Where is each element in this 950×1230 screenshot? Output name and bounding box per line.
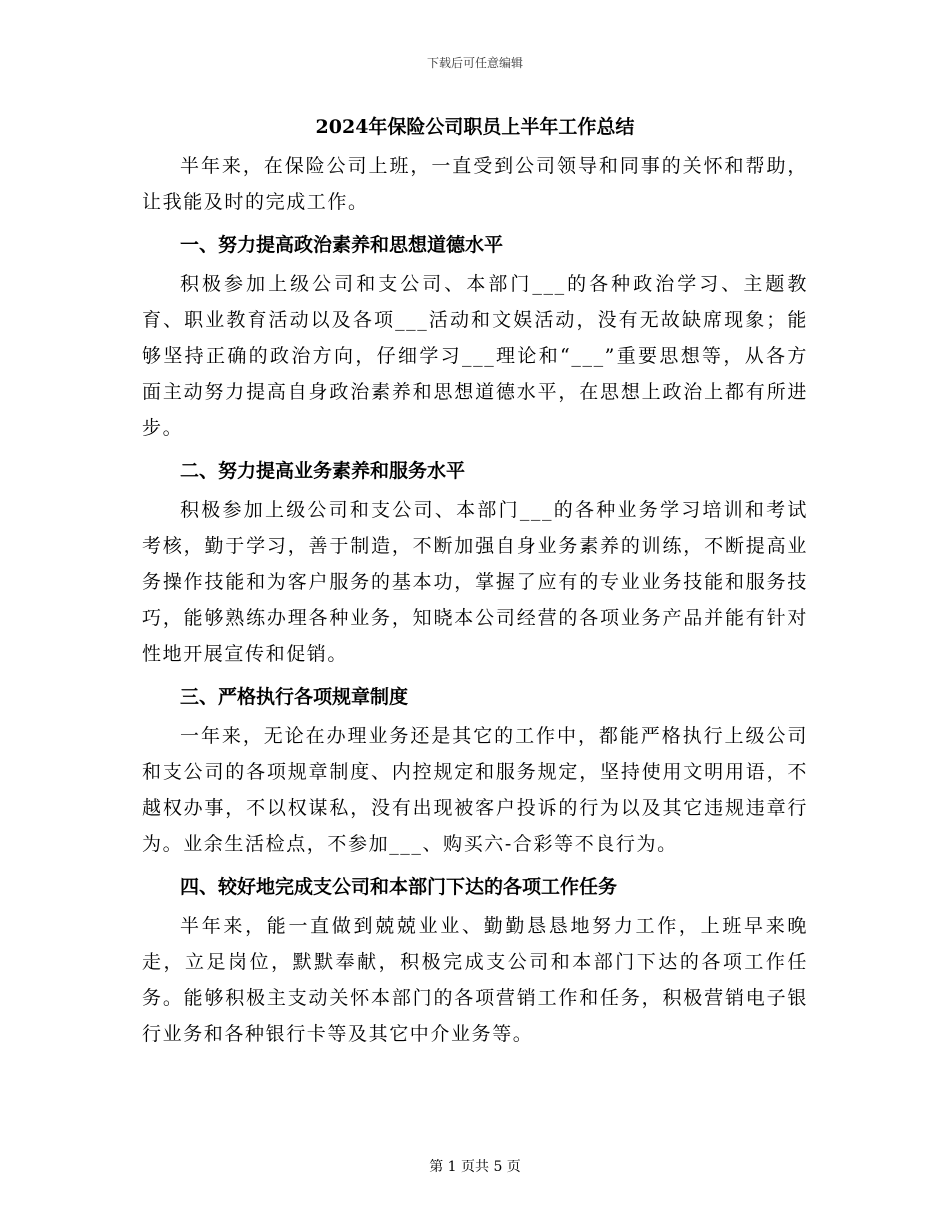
section-heading-2: 二、努力提高业务素养和服务水平 bbox=[180, 460, 466, 482]
page-number: 第 1 页共 5 页 bbox=[429, 1159, 521, 1175]
section-body-2: 积极参加上级公司和支公司、本部门___的各种业务学习培训和考试考核，勤于学习，善于制造，不断加强自身业务素养的训练，不断提高业务操作技能和为客户服务的基本功，掌握了应有的专业业务技能和服务技巧，能够熟练办理各种业务，知晓本公司经营的各项业务产品并能有针对性地开展宣传和促销。 bbox=[142, 499, 808, 665]
document-title: 2024年保险公司职员上半年工作总结 bbox=[315, 116, 635, 138]
page-header-note: 下载后可任意编辑 bbox=[426, 56, 523, 70]
section-heading-4: 四、较好地完成支公司和本部门下达的各项工作任务 bbox=[180, 876, 618, 898]
intro-paragraph: 半年来，在保险公司上班，一直受到公司领导和同事的关怀和帮助，让我能及时的完成工作。 bbox=[142, 155, 808, 213]
section-heading-1: 一、努力提高政治素养和思想道德水平 bbox=[180, 234, 504, 256]
section-heading-3: 三、严格执行各项规章制度 bbox=[180, 686, 409, 708]
section-body-1: 积极参加上级公司和支公司、本部门___的各种政治学习、主题教育、职业教育活动以及各项___活动和文娱活动，没有无故缺席现象；能够坚持正确的政治方向，仔细学习___理论和“___”重要思想等，从各方面主动努力提高自身政治素养和思想道德水平，在思想上政治上都有所进步。 bbox=[142, 273, 808, 439]
document-body bbox=[142, 110, 808, 1060]
section-body-3: 一年来，无论在办理业务还是其它的工作中，都能严格执行上级公司和支公司的各项规章制度、内控规定和服务规定，坚持使用文明用语，不越权办事，不以权谋私，没有出现被客户投诉的行为以及其它违规违章行为。业余生活检点，不参加___、购买六-合彩等不良行为。 bbox=[142, 725, 808, 855]
section-body-4: 半年来，能一直做到兢兢业业、勤勤恳恳地努力工作，上班早来晚走，立足岗位，默默奉献，积极完成支公司和本部门下达的各项工作任务。能够积极主支动关怀本部门的各项营销工作和任务，积极营销电子银行业务和各种银行卡等及其它中介业务等。 bbox=[142, 915, 808, 1045]
